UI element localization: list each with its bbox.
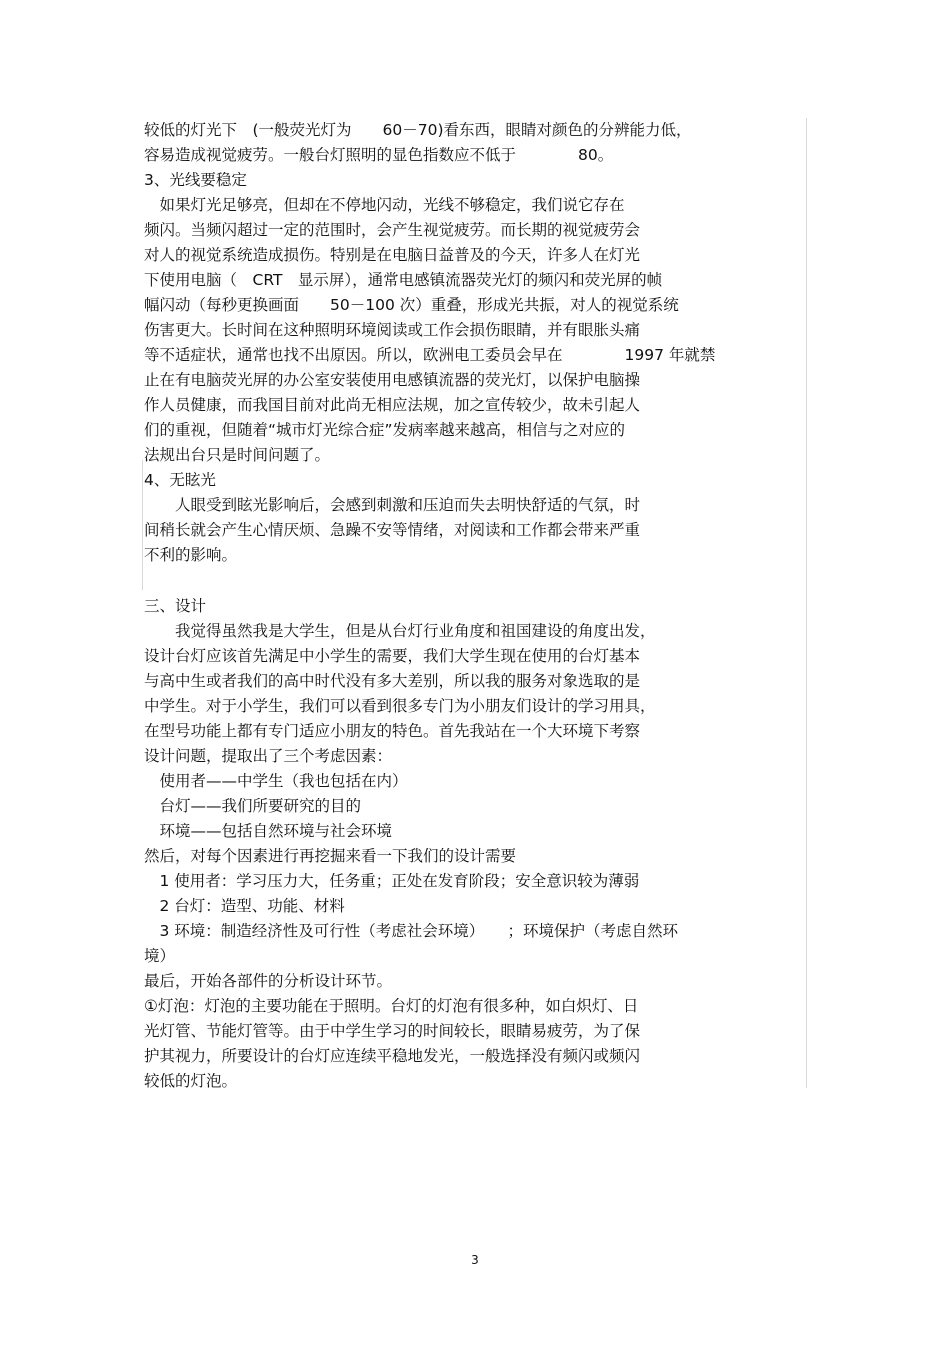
list-item: 台灯——我们所要研究的目的	[144, 797, 362, 815]
section-heading: 4、无眩光	[144, 471, 216, 489]
text-line: 容易造成视觉疲劳。一般台灯照明的显色指数应不低于 80。	[144, 146, 614, 164]
text-line: 幅闪动（每秒更换画面 50－100 次）重叠，形成光共振，对人的视觉系统	[144, 296, 679, 314]
text-line: 间稍长就会产生心情厌烦、急躁不安等情绪，对阅读和工作都会带来严重	[144, 521, 641, 539]
text-line: 下使用电脑（ CRT 显示屏），通常电感镇流器荧光灯的频闪和荧光屏的帧	[144, 271, 663, 289]
text-line: 对人的视觉系统造成损伤。特别是在电脑日益普及的今天，许多人在灯光	[144, 246, 641, 264]
text-line: 伤害更大。长时间在这种照明环境阅读或工作会损伤眼睛，并有眼胀头痛	[144, 321, 641, 339]
text-line: 设计台灯应该首先满足中小学生的需要，我们大学生现在使用的台灯基本	[144, 647, 641, 665]
text-line: 如果灯光足够亮，但却在不停地闪动，光线不够稳定，我们说它存在	[144, 196, 625, 214]
text-line: 们的重视，但随着“城市灯光综合症”发病率越来越高，相信与之对应的	[144, 421, 626, 439]
list-item: 环境——包括自然环境与社会环境	[144, 822, 393, 840]
list-item: 使用者——中学生（我也包括在内）	[144, 772, 408, 790]
page-number: 3	[471, 1253, 479, 1267]
text-line: 中学生。对于小学生，我们可以看到很多专门为小朋友们设计的学习用具，	[144, 697, 656, 715]
text-line: 光灯管、节能灯管等。由于中学生学习的时间较长，眼睛易疲劳，为了保	[144, 1022, 641, 1040]
text-line: 法规出台只是时间问题了。	[144, 446, 331, 464]
text-line: 作人员健康，而我国目前对此尚无相应法规，加之宣传较少，故未引起人	[144, 396, 641, 414]
text-line: 最后，开始各部件的分析设计环节。	[144, 972, 393, 990]
text-line: 止在有电脑荧光屏的办公室安装使用电感镇流器的荧光灯，以保护电脑操	[144, 371, 641, 389]
text-line: 护其视力，所要设计的台灯应连续平稳地发光，一般选择没有频闪或频闪	[144, 1047, 641, 1065]
text-line: 等不适症状，通常也找不出原因。所以，欧洲电工委员会早在 1997 年就禁	[144, 346, 716, 364]
margin-rule-left	[142, 460, 143, 590]
text-line: 不利的影响。	[144, 546, 238, 564]
text-line: 境）	[144, 947, 176, 965]
text-line: 较低的灯泡。	[144, 1072, 238, 1090]
list-item: 1 使用者：学习压力大，任务重；正处在发育阶段；安全意识较为薄弱	[144, 872, 640, 890]
text-line: 设计问题，提取出了三个考虑因素：	[144, 747, 393, 765]
text-line: 在型号功能上都有专门适应小朋友的特色。首先我站在一个大环境下考察	[144, 722, 641, 740]
margin-rule-right	[806, 118, 807, 1088]
list-item: 2 台灯：造型、功能、材料	[144, 897, 345, 915]
section-heading: 3、光线要稳定	[144, 171, 247, 189]
text-line: 频闪。当频闪超过一定的范围时，会产生视觉疲劳。而长期的视觉疲劳会	[144, 221, 641, 239]
section-heading: 三、设计	[144, 597, 207, 615]
text-line: 人眼受到眩光影响后，会感到刺激和压迫而失去明快舒适的气氛，时	[144, 496, 641, 514]
text-line: 较低的灯光下 (一般荧光灯为 60－70)看东西，眼睛对颜色的分辨能力低，	[144, 121, 692, 139]
text-line: 我觉得虽然我是大学生，但是从台灯行业角度和祖国建设的角度出发，	[144, 622, 656, 640]
text-line: 然后，对每个因素进行再挖掘来看一下我们的设计需要	[144, 847, 517, 865]
list-item: 3 环境：制造经济性及可行性（考虑社会环境） ；环境保护（考虑自然环	[144, 922, 679, 940]
text-line: ①灯泡：灯泡的主要功能在于照明。台灯的灯泡有很多种，如白炽灯、日	[144, 997, 639, 1015]
text-line: 与高中生或者我们的高中时代没有多大差别，所以我的服务对象选取的是	[144, 672, 641, 690]
